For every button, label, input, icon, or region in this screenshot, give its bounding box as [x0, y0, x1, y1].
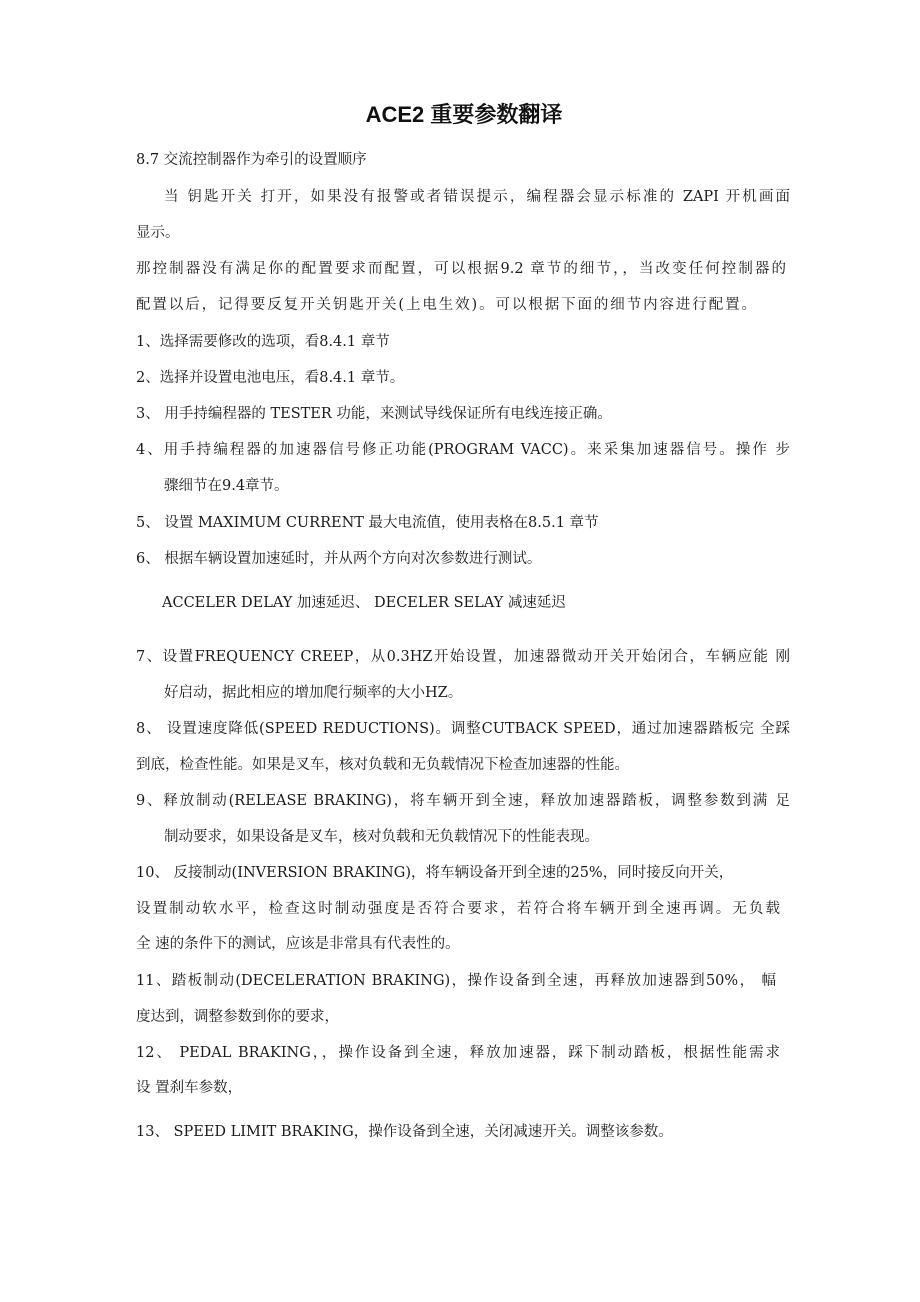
list-item: 2、选择并设置电池电压，看8.4.1 章节。 — [136, 370, 405, 386]
list-item: 11、踏板制动(DECELERATION BRAKING)，操作设备到全速，再释放加速器到50%， 幅 — [136, 973, 776, 989]
list-item-continuation: 全 速的条件下的测试，应该是非常具有代表性的。 — [136, 936, 460, 952]
paragraph-line: 配置以后，记得要反复开关钥匙开关(上电生效)。可以根据下面的细节内容进行配置。 — [136, 297, 756, 313]
list-item-continuation: 好启动，据此相应的增加爬行频率的大小HZ。 — [164, 685, 463, 701]
list-item-continuation: 设 置刹车参数， — [136, 1080, 243, 1096]
parameter-note: ACCELER DELAY 加速延迟、 DECELER SELAY 减速延迟 — [162, 595, 566, 611]
list-item-continuation: 骤细节在9.4章节。 — [164, 478, 289, 494]
paragraph-line: 显示。 — [136, 225, 180, 241]
list-item: 4、用手持编程器的加速器信号修正功能(PROGRAM VACC)。来采集加速器信号。操作 步 — [136, 442, 790, 458]
list-item: 10、 反接制动(INVERSION BRAKING)，将车辆设备开到全速的25%，同时接反向开关， — [136, 865, 734, 881]
list-item: 7、设置FREQUENCY CREEP，从0.3HZ开始设置，加速器微动开关开始闭合，车辆应能 刚 — [136, 649, 790, 665]
section-heading: 8.7 交流控制器作为牵引的设置顺序 — [136, 152, 367, 168]
list-item-continuation: 设置制动软水平，检查这时制动强度是否符合要求，若符合将车辆开到全速再调。无负载 — [136, 901, 780, 917]
list-item: 5、 设置 MAXIMUM CURRENT 最大电流值，使用表格在8.5.1 章节 — [136, 515, 599, 531]
list-item: 13、 SPEED LIMIT BRAKING，操作设备到全速，关闭减速开关。调整该参数。 — [136, 1124, 673, 1140]
list-item-continuation: 制动要求，如果设备是叉车，核对负载和无负载情况下的性能表现。 — [164, 829, 599, 845]
list-item: 8、 设置速度降低(SPEED REDUCTIONS)。调整CUTBACK SPEED，通过加速器踏板完 全踩 — [136, 721, 790, 737]
list-item: 12、 PEDAL BRAKING，，操作设备到全速，释放加速器，踩下制动踏板，根据性能需求 — [136, 1045, 780, 1061]
paragraph-line: 那控制器没有满足你的配置要求而配置，可以根据9.2 章节的细节，，当改变任何控制器的 — [136, 261, 786, 277]
list-item: 1、选择需要修改的选项，看8.4.1 章节 — [136, 334, 390, 350]
list-item-continuation: 到底，检查性能。如果是叉车，核对负载和无负载情况下检查加速器的性能。 — [136, 757, 629, 773]
document-title: ACE2 重要参数翻译 — [365, 102, 563, 127]
list-item: 9、释放制动(RELEASE BRAKING)，将车辆开到全速，释放加速器踏板，调整参数到满 足 — [136, 793, 790, 809]
paragraph-line: 当 钥匙开关 打开，如果没有报警或者错误提示，编程器会显示标准的 ZAPI 开机画面 — [164, 189, 790, 205]
list-item: 6、 根据车辆设置加速延时，并从两个方向对次参数进行测试。 — [136, 551, 542, 567]
list-item: 3、 用手持编程器的 TESTER 功能，来测试导线保证所有电线连接正确。 — [136, 406, 612, 422]
list-item-continuation: 度达到，调整参数到你的要求， — [136, 1009, 339, 1025]
